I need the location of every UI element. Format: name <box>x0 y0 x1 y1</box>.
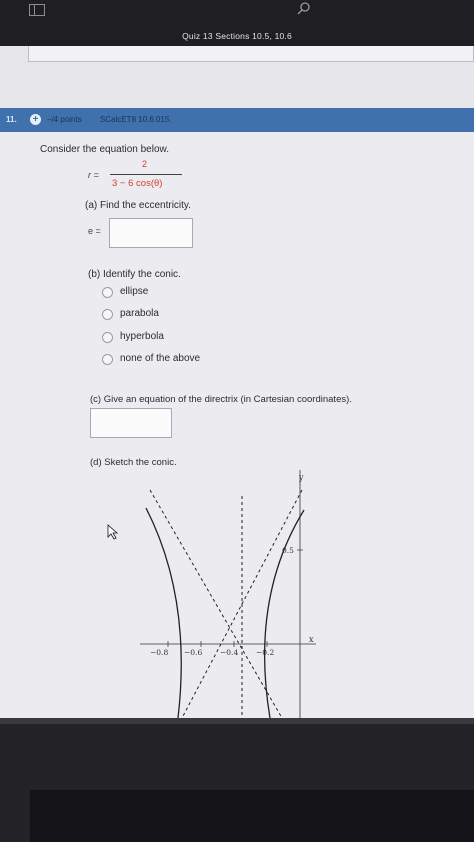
x-tick-label: −0.8 <box>150 648 169 657</box>
question-prompt: Consider the equation below. <box>40 144 169 155</box>
part-c-label: (c) Give an equation of the directrix (in Cartesian coordinates). <box>90 394 352 405</box>
eccentricity-input[interactable] <box>109 218 193 248</box>
radio-option-label: hyperbola <box>120 331 164 342</box>
y-tick-label: 0.5 <box>282 546 294 555</box>
radio-option-label: parabola <box>120 308 159 319</box>
question-code: SCalcET8 10.6.015. <box>100 115 172 124</box>
conic-sketch-graph <box>120 468 330 718</box>
eccentricity-input-label: e = <box>88 226 101 236</box>
search-icon[interactable] <box>296 1 312 17</box>
bezel-edge <box>0 718 474 724</box>
toolbar-field[interactable] <box>28 46 474 62</box>
browser-toolbar-area <box>0 46 474 108</box>
expand-question-icon[interactable]: + <box>30 114 41 125</box>
equation-lhs: r = <box>88 170 99 180</box>
hyperbola-left-branch <box>146 508 181 718</box>
part-d-label: (d) Sketch the conic. <box>90 457 177 468</box>
window-layout-icon[interactable] <box>29 4 45 16</box>
question-points: –/4 points <box>47 115 82 124</box>
window-topbar <box>0 0 474 46</box>
radio-button[interactable] <box>102 332 113 343</box>
bezel-base <box>30 790 474 842</box>
question-content <box>0 132 474 718</box>
radio-button[interactable] <box>102 287 113 298</box>
asymptote-line <box>150 490 282 718</box>
part-a-label: (a) Find the eccentricity. <box>85 200 191 211</box>
fraction-bar <box>110 174 182 175</box>
radio-option-label: none of the above <box>120 353 201 364</box>
radio-button[interactable] <box>102 309 113 320</box>
directrix-input[interactable] <box>90 408 172 438</box>
question-header <box>0 108 474 132</box>
monitor-bezel <box>0 718 474 842</box>
equation-denominator: 3 − 6 cos(θ) <box>112 178 163 189</box>
question-number: 11. <box>6 115 17 124</box>
radio-button[interactable] <box>102 354 113 365</box>
window-title: Quiz 13 Sections 10.5, 10.6 <box>182 31 292 41</box>
x-tick-label: −0.4 <box>220 648 239 657</box>
y-axis-label: y <box>299 473 304 482</box>
hyperbola-right-branch <box>265 510 304 718</box>
mouse-cursor-icon <box>107 524 119 540</box>
x-tick-label: −0.6 <box>184 648 203 657</box>
x-axis-label: x <box>309 635 314 644</box>
equation-numerator: 2 <box>142 159 148 169</box>
part-b-label: (b) Identify the conic. <box>88 269 181 280</box>
radio-option-label: ellipse <box>120 286 149 297</box>
x-tick-label: −0.2 <box>256 648 275 657</box>
